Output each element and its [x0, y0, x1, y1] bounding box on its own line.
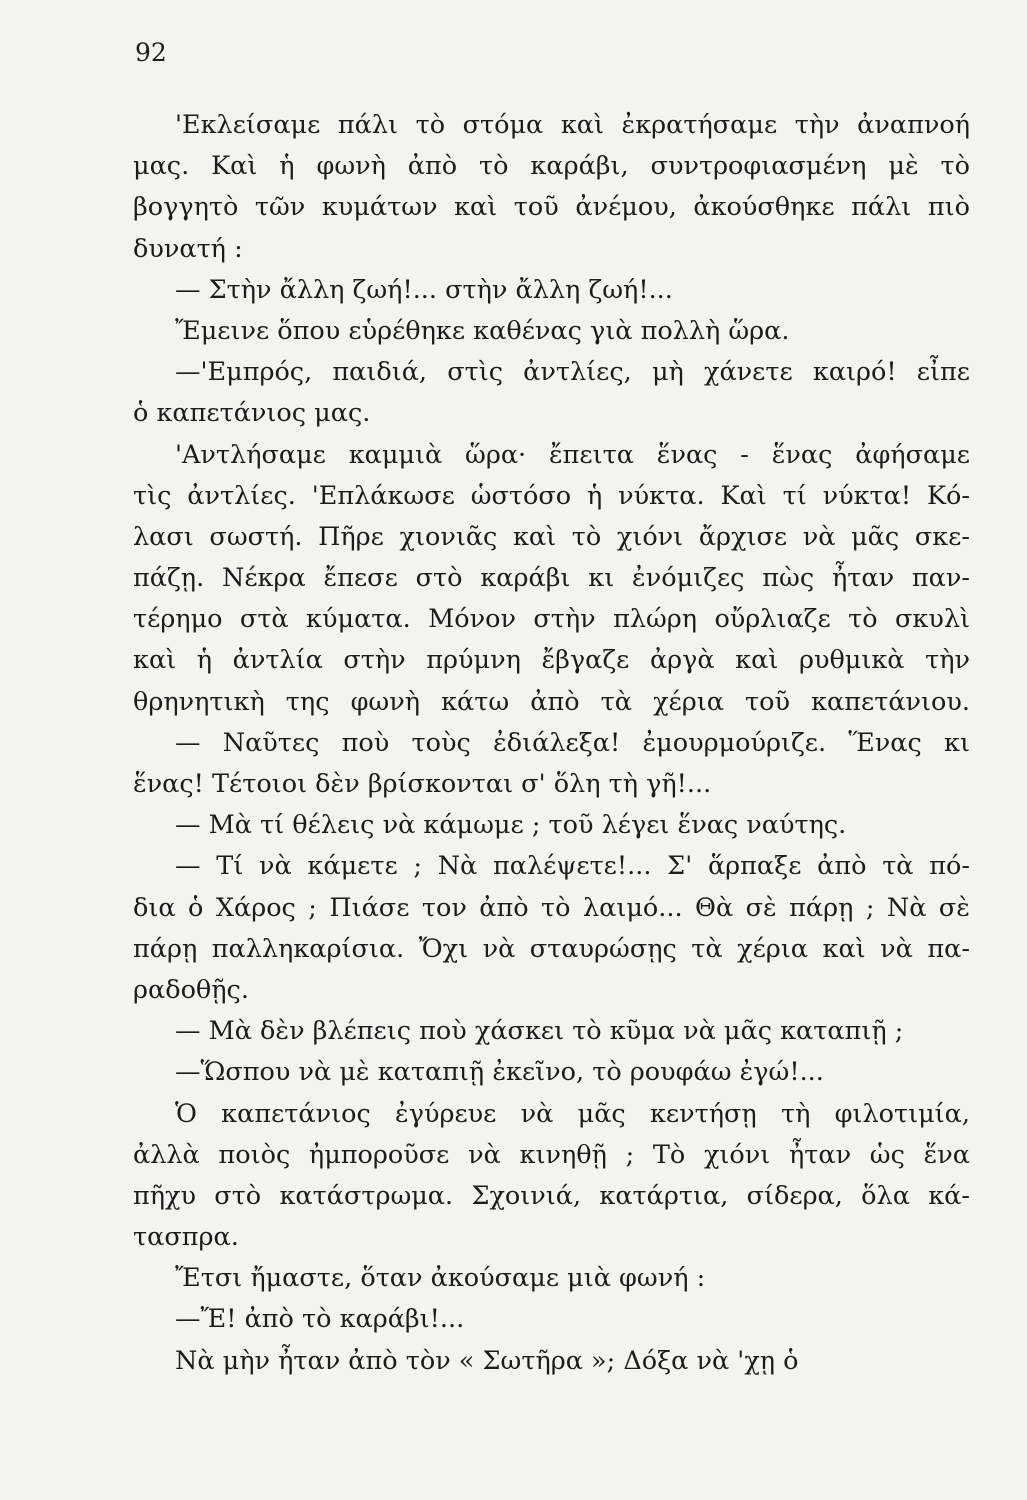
text-line: πῆχυ στὸ κατάστρωμα. Σχοινιά, κατάρτια, σίδερα, ὅλα κά- [133, 1180, 970, 1211]
text-line: λασι σωστή. Πῆρε χιονιᾶς καὶ τὸ χιόνι ἄρχισε νὰ μᾶς σκε- [133, 521, 970, 552]
text-line: Ἔτσι ἤμαστε, ὅταν ἀκούσαμε μιὰ φωνή : [175, 1263, 706, 1294]
body-text [133, 105, 970, 1382]
text-line: βογγητὸ τῶν κυμάτων καὶ τοῦ ἀνέμου, ἀκούσθηκε πάλι πιὸ [133, 192, 970, 223]
text-line: 'Εκλείσαμε πάλι τὸ στόμα καὶ ἐκρατήσαμε τὴν ἀναπνοή [175, 110, 970, 140]
text-line: ὁ καπετάνιος μας. [133, 398, 371, 429]
text-line: ραδοθῇς. [133, 974, 249, 1005]
text-line: Ὁ καπετάνιος ἐγύρευε νὰ μᾶς κεντήσῃ τὴ φιλοτιμία, [175, 1098, 970, 1129]
text-line: πάρῃ παλληκαρίσια. Ὄχι νὰ σταυρώσῃς τὰ χέρια καὶ νὰ πα- [133, 933, 970, 964]
text-line: τέρημο στὰ κύματα. Μόνον στὴν πλώρη οὔρλιαζε τὸ σκυλὶ [133, 604, 970, 635]
text-line: Νὰ μὴν ἦταν ἀπὸ τὸν « Σωτῆρα »; Δόξα νὰ 'χῃ ὁ [175, 1345, 799, 1376]
text-line: — Μὰ δὲν βλέπεις ποὺ χάσκει τὸ κῦμα νὰ μᾶς καταπιῇ ; [175, 1016, 904, 1047]
text-line: θρηνητικὴ της φωνὴ κάτω ἀπὸ τὰ χέρια τοῦ καπετάνιου. [133, 686, 970, 717]
text-line: —'Εμπρός, παιδιά, στὶς ἀντλίες, μὴ χάνετε καιρό! εἶπε [175, 357, 970, 388]
text-line: τὶς ἀντλίες. 'Επλάκωσε ὡστόσο ἡ νύκτα. Καὶ τί νύκτα! Κό- [133, 480, 970, 511]
text-line: —Ἔ! ἀπὸ τὸ καράβι!... [175, 1304, 465, 1335]
text-line: — Τί νὰ κάμετε ; Νὰ παλέψετε!... Σ' ἅρπαξε ἀπὸ τὰ πό- [175, 851, 970, 882]
text-line: — Στὴν ἄλλη ζωή!... στὴν ἄλλη ζωή!... [175, 274, 673, 305]
text-line: — Μὰ τί θέλεις νὰ κάμωμε ; τοῦ λέγει ἕνας ναύτης. [175, 810, 847, 841]
page-number: 92 [135, 38, 167, 67]
text-line: καὶ ἡ ἀντλία στὴν πρύμνη ἔβγαζε ἀργὰ καὶ ρυθμικὰ τὴν [133, 645, 970, 676]
text-line: μας. Καὶ ἡ φωνὴ ἀπὸ τὸ καράβι, συντροφιασμένη μὲ τὸ [133, 151, 970, 182]
text-line: ἀλλὰ ποιὸς ἠμποροῦσε νὰ κινηθῇ ; Τὸ χιόνι ἦταν ὡς ἕνα [133, 1139, 970, 1170]
text-line: πάζῃ. Νέκρα ἔπεσε στὸ καράβι κι ἐνόμιζες πὼς ἦταν παν- [133, 563, 970, 594]
text-line: — Ναῦτες ποὺ τοὺς ἐδιάλεξα! ἐμουρμούριζε. Ἕνας κι [175, 727, 970, 758]
text-line: ἕνας! Τέτοιοι δὲν βρίσκονται σ' ὅλη τὴ γῆ!... [133, 769, 712, 799]
text-line: —Ὥσπου νὰ μὲ καταπιῇ ἐκεῖνο, τὸ ρουφάω ἐγώ!... [175, 1057, 824, 1088]
text-line: δια ὁ Χάρος ; Πιάσε τον ἀπὸ τὸ λαιμό... Θὰ σὲ πάρῃ ; Νὰ σὲ [133, 892, 970, 923]
text-line: δυνατή : [133, 233, 243, 264]
text-line: τασπρα. [133, 1222, 239, 1253]
text-line: 'Αντλήσαμε καμμιὰ ὥρα· ἔπειτα ἕνας - ἕνας ἀφήσαμε [175, 439, 970, 470]
text-line: Ἔμεινε ὅπου εὑρέθηκε καθένας γιὰ πολλὴ ὥρα. [175, 315, 790, 346]
